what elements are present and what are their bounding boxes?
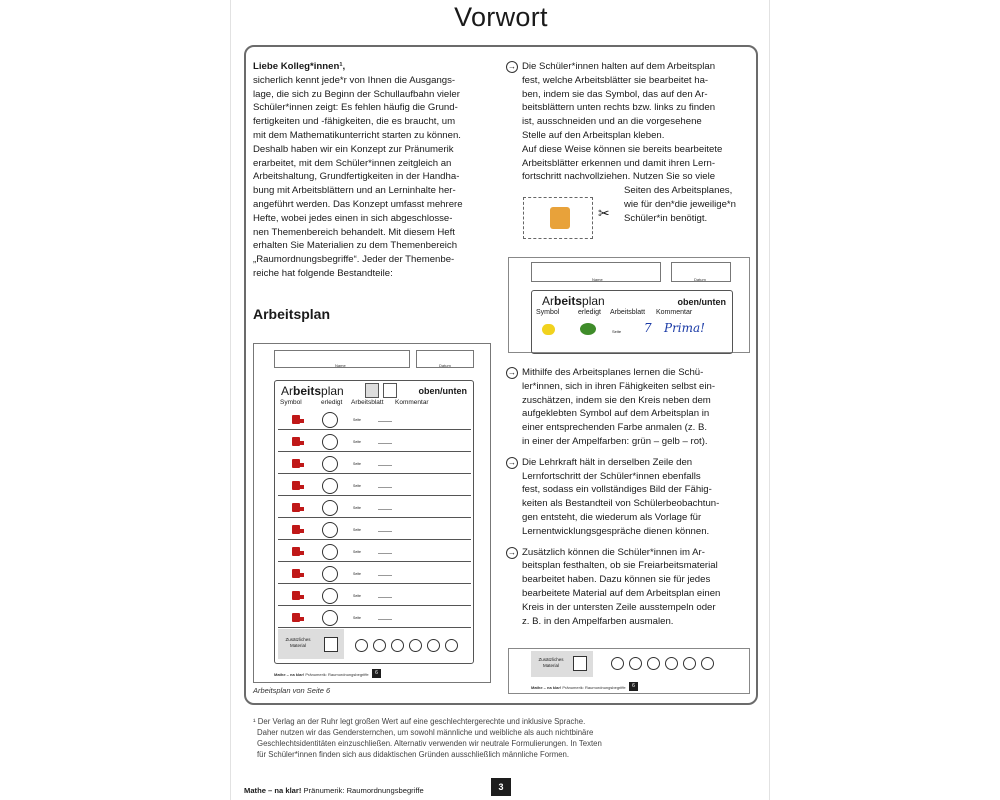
hand-down-icon [383, 383, 397, 398]
arrow-circle-icon: → [508, 368, 516, 377]
material-icon [324, 637, 338, 652]
intro-line: lage, die sich zu Beginn der Schullaufbahn vieler [253, 88, 460, 100]
done-circle [322, 522, 338, 538]
left-column [253, 60, 486, 281]
snippet-table [531, 290, 733, 354]
row-seite: Seite [353, 484, 361, 488]
cat-icon [550, 207, 570, 229]
name-label: Name [335, 363, 346, 368]
plan-row [278, 497, 471, 518]
plan-topic: oben/unten [418, 386, 467, 396]
greeting: Liebe Kolleg*innen¹, [253, 61, 346, 72]
col-symbol: Symbol [280, 399, 302, 406]
intro-line: „Raumordnungsbegriffe“. Jeder der Themenbe- [253, 254, 455, 266]
page-footer: Mathe – na klar! Pränumerik: Raumordnungsbegriffe [244, 786, 424, 795]
plan-row [278, 585, 471, 606]
intro-line: nen Themenbereich behandelt. Mit diesem Heft [253, 226, 455, 238]
symbol-icon [292, 415, 300, 424]
arbeitsplan-sample [253, 343, 491, 683]
material-circle [355, 639, 368, 652]
done-circle [322, 544, 338, 560]
page-blank [378, 575, 392, 576]
page-blank [378, 509, 392, 510]
snippet-seite: Seite [612, 329, 622, 334]
material-circle [373, 639, 386, 652]
page-blank [378, 597, 392, 598]
snippet-material-circle [683, 657, 696, 670]
page-title: Vorwort [454, 2, 548, 32]
bullet-4: → Zusätzlich können die Schüler*innen im Ar- beitsplan festhalten, ob sie Freiarbeitsmaterial bearbeitet haben. Dazu können sie für jedes bearbeitete Material auf dem Arbeitsplan einen Kreis in der untersten Zeile ausstempeln oder z. B. in den Ampelfarben ausmalen. [508, 546, 721, 627]
symbol-icon-part [300, 441, 304, 445]
done-circle [322, 610, 338, 626]
symbol-icon [292, 437, 300, 446]
page-blank [378, 553, 392, 554]
row-seite: Seite [353, 528, 361, 532]
intro-line: Arbeitshaltung, Grundfertigkeiten in der Handha- [253, 171, 460, 183]
snippet-col-done: erledigt [578, 309, 601, 316]
intro-line: fertigkeiten und -fähigkeiten, die es braucht, um [253, 116, 456, 128]
done-circle [322, 588, 338, 604]
done-circle [322, 566, 338, 582]
snippet-comment: Prima! [664, 321, 706, 335]
snippet-material-circle [611, 657, 624, 670]
intro-line: bung mit Arbeitsblättern und an Lerninhalte her- [253, 185, 456, 197]
intro-line: Schüler*innen zeigt: Es fehlen häufig die Grund- [253, 102, 458, 114]
date-box [416, 350, 474, 368]
snippet-material-circle [665, 657, 678, 670]
plan-row [278, 409, 471, 430]
snippet-footer-text: Mathe – na klar! Pränumerik: Raumordnungsbegriffe [531, 685, 626, 690]
snippet-name-box: Name [531, 262, 661, 282]
symbol-icon-part [300, 419, 304, 423]
symbol-icon-part [300, 529, 304, 533]
symbol-icon-part [300, 551, 304, 555]
row-seite: Seite [353, 462, 361, 466]
symbol-icon-part [300, 485, 304, 489]
symbol-icon [292, 481, 300, 490]
intro-line: erhalten Sie Materialien zu dem Themenbereich [253, 240, 458, 252]
symbol-icon [292, 613, 300, 622]
right-column-lower [506, 366, 746, 628]
done-circle [322, 434, 338, 450]
extra-material-snippet [508, 648, 750, 694]
page-blank [378, 487, 392, 488]
page-blank [378, 421, 392, 422]
extra-material-cell [278, 629, 344, 659]
intro-line: erarbeitet, mit dem Schüler*innen zeitgleich an [253, 157, 452, 169]
snippet-topic: oben/unten [677, 297, 726, 307]
row-seite: Seite [353, 572, 361, 576]
done-circle [322, 456, 338, 472]
snippet-col-symbol: Symbol [536, 309, 560, 316]
page-blank [378, 619, 392, 620]
intro-line: Hefte, wobei jedes einen in sich abgeschlosse- [253, 212, 453, 224]
snippet-material-icon [573, 656, 587, 671]
intro-line: sicherlich kennt jede*r von Ihnen die Ausgangs- [253, 74, 456, 86]
cut-out-symbol-box [523, 197, 593, 239]
material-circle [391, 639, 404, 652]
snippet-material-circle [629, 657, 642, 670]
symbol-icon-part [300, 595, 304, 599]
material-circle [409, 639, 422, 652]
arrow-circle-icon: → [508, 457, 516, 467]
done-circle [322, 412, 338, 428]
page-blank [378, 443, 392, 444]
col-comment: Kommentar [395, 399, 429, 406]
page-number: 3 [491, 778, 511, 796]
plan-table [274, 380, 474, 664]
scissors-icon: ✂ [598, 205, 610, 221]
green-circle-icon [580, 323, 596, 335]
page-blank [378, 531, 392, 532]
plan-footer-page: 6 [372, 669, 381, 678]
intro-line: angeführt werden. Das Konzept umfasst mehrere [253, 198, 463, 210]
plan-snippet [508, 257, 750, 353]
plan-row [278, 431, 471, 452]
snippet-material-circle [701, 657, 714, 670]
plan-row [278, 519, 471, 540]
snippet-title: Arbeitsplan [542, 294, 605, 308]
intro-line: Deshalb haben wir ein Konzept zur Pränumerik [253, 143, 454, 155]
intro-line: reiche hat folgende Bestandteile: [253, 267, 393, 279]
plan-footer-text: Mathe – na klar! Pränumerik: Raumordnungsbegriffe [274, 672, 369, 677]
row-seite: Seite [353, 550, 361, 554]
row-seite: Seite [353, 594, 361, 598]
snippet-col-comment: Kommentar [656, 309, 693, 316]
section-heading-arbeitsplan: Arbeitsplan [253, 306, 331, 322]
plan-row [278, 453, 471, 474]
snippet-material-circle [647, 657, 660, 670]
row-seite: Seite [353, 506, 361, 510]
symbol-icon-part [300, 617, 304, 621]
col-done: erledigt [321, 399, 343, 406]
bullet-2: → Mithilfe des Arbeitsplanes lernen die Schü- ler*innen, sich in ihren Fähigkeiten selbst ein- zuschätzen, indem sie den Kreis neben dem aufgeklebten Symbol auf dem Arbeitsplan in einer entsprechenden Farbe anmalen (z. B. in einer der Ampelfarben: grün – gelb – rot). [508, 367, 716, 447]
extra-material-label: Zusätzliches Material [285, 637, 311, 648]
name-box [274, 350, 410, 368]
col-sheet: Arbeitsblatt [351, 399, 384, 406]
done-circle [322, 500, 338, 516]
symbol-icon-part [300, 507, 304, 511]
page-blank [378, 465, 392, 466]
symbol-icon-part [300, 463, 304, 467]
plan-row [278, 541, 471, 562]
hand-up-icon [365, 383, 379, 398]
material-circle [445, 639, 458, 652]
snippet-footer-page: 6 [629, 682, 638, 691]
row-seite: Seite [353, 418, 361, 422]
document-page [230, 0, 770, 800]
snippet-page-number: 7 [644, 321, 652, 335]
row-seite: Seite [353, 440, 361, 444]
plan-title: Arbeitsplan [281, 384, 344, 398]
symbol-icon [292, 503, 300, 512]
snippet-date-box: Datum [671, 262, 731, 282]
plan-caption: Arbeitsplan von Seite 6 [253, 686, 331, 695]
snippet-extra-label: Zusätzliches Material [538, 657, 564, 668]
symbol-icon [292, 569, 300, 578]
date-label: Datum [439, 363, 451, 368]
material-circle [427, 639, 440, 652]
intro-line: mit dem Mathematikunterricht starten zu können. [253, 129, 461, 141]
symbol-icon [292, 591, 300, 600]
snippet-col-sheet: Arbeitsblatt [610, 309, 646, 316]
symbol-icon [292, 525, 300, 534]
plan-row [278, 475, 471, 496]
bullet-3: → Die Lehrkraft hält in derselben Zeile den Lernfortschritt der Schüler*innen ebenfalls fest, sodass ein vollständiges Bild der Fähig- keiten als Bestandteil von Schülerbeobachtun- gen entsteht, die wiederum als Vorlage für Lernentwicklungsgespräche dienen können. [508, 456, 720, 537]
footnote: ¹ Der Verlag an der Ruhr legt großen Wert auf eine geschlechtergerechte und inklusive Sprache. Daher nutzen wir das Gendersternchen, um sowohl männliche und weibliche als auch nichtbinäre Geschlechtsidentitäten einzuschließen. Alternativ verwenden wir neutrale Formulierungen. In Texten für Schüler*innen finden sich aus didaktischen Gründen ausschließlich männliche Formen. [253, 717, 602, 759]
arrow-circle-icon: → [508, 62, 516, 71]
duck-icon [542, 324, 555, 335]
plan-row [278, 563, 471, 584]
bullet-1: → Die Schüler*innen halten auf dem Arbeitsplan fest, welche Arbeitsblätter sie bearbeitet ha- ben, indem sie das Symbol, das auf den Ar- beitsblättern unten rechts bzw. links zu finden ist, ausschneiden und an die vorgesehene Stelle auf den Arbeitsplan kleben. Auf diese Weise können sie bereits bearbeitete Arbeitsblätter erkennen und damit ihren Lern- fortschritt nachvollziehen. Nutzen Sie so viele Seiten des Arbeitsplanes, wie für den*die jeweilige*n Schüler*in benötigt. [508, 61, 736, 224]
symbol-icon-part [300, 573, 304, 577]
snippet-extra-cell [531, 651, 593, 677]
done-circle [322, 478, 338, 494]
row-seite: Seite [353, 616, 361, 620]
plan-row [278, 607, 471, 628]
symbol-icon [292, 547, 300, 556]
symbol-icon [292, 459, 300, 468]
arrow-circle-icon: → [508, 547, 516, 557]
